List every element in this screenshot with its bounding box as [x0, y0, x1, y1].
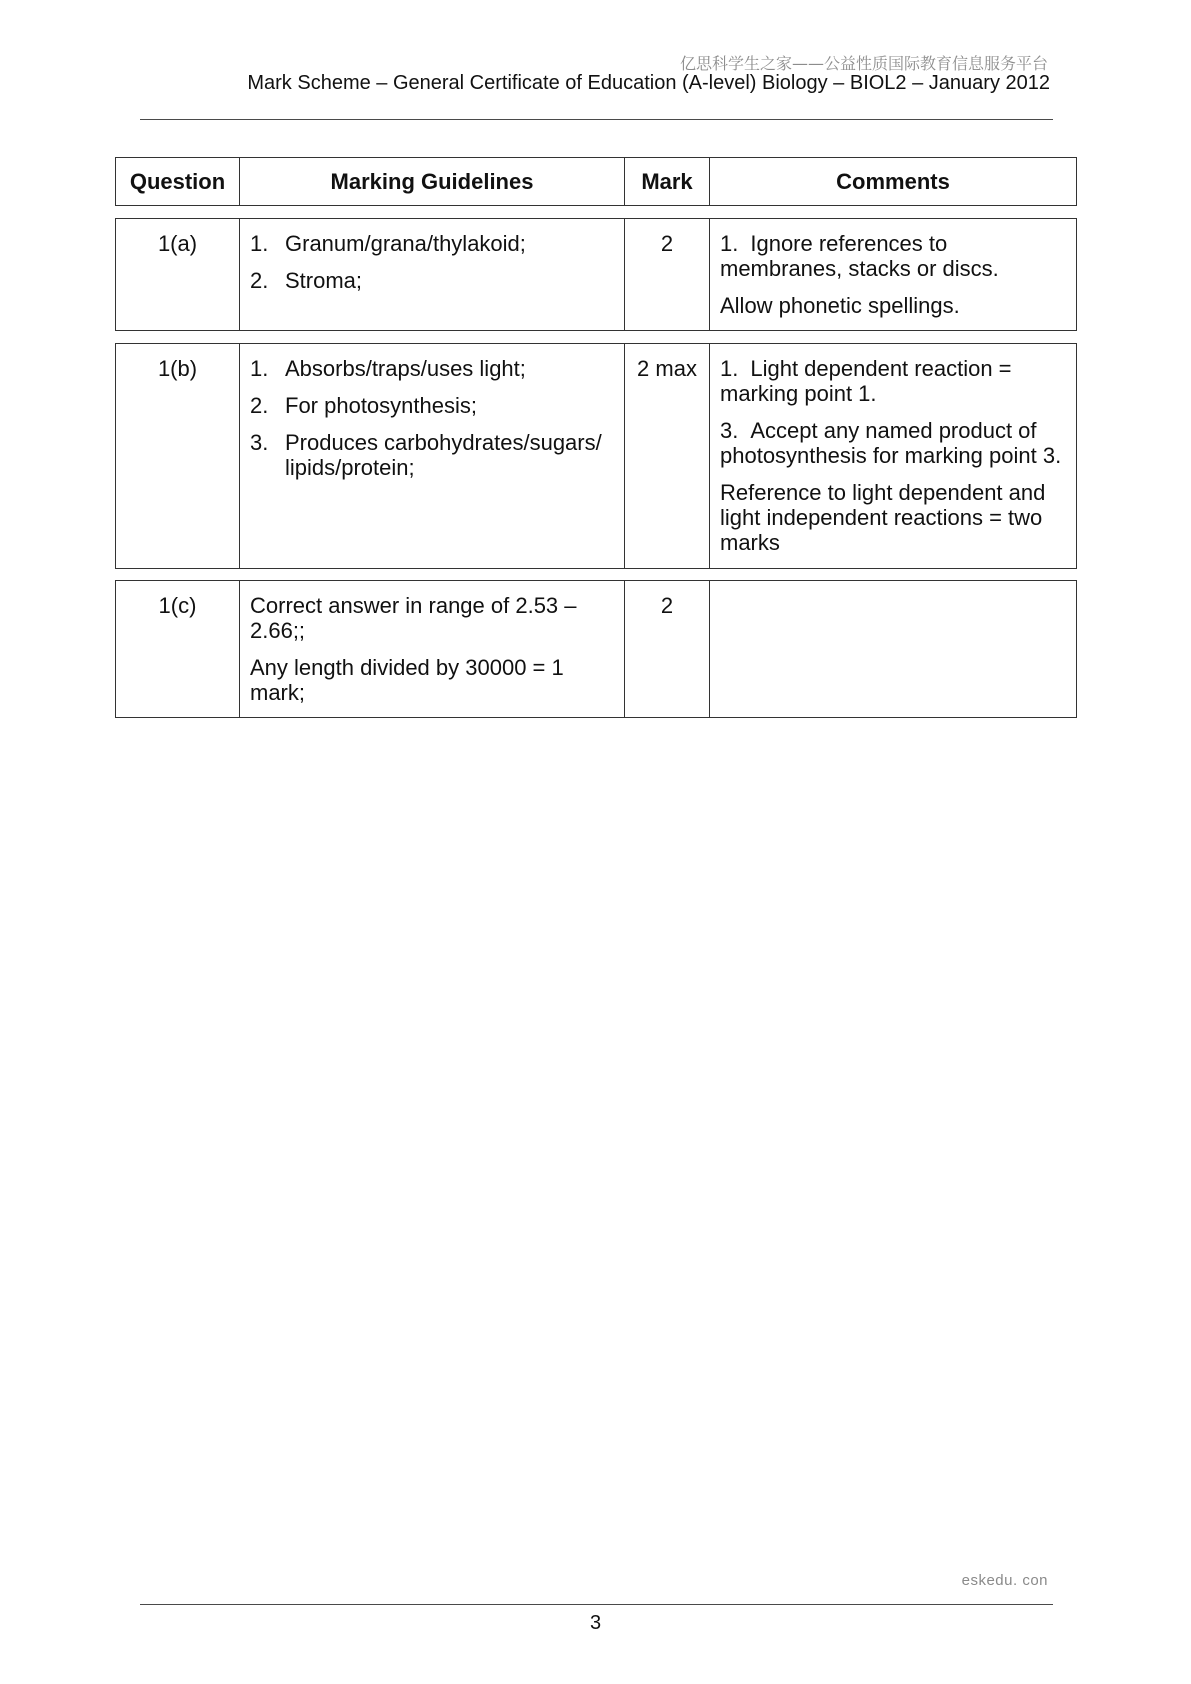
guideline-number: 2. — [250, 393, 269, 418]
guideline-text: Produces carbohydrates/sugars/ lipids/protein; — [285, 430, 602, 480]
comments-cell — [710, 219, 1076, 330]
comment-number: 1. — [720, 356, 739, 381]
guidelines-cell — [240, 581, 625, 717]
column-header-question: Question — [116, 158, 240, 205]
mark-cell: 2 — [625, 219, 710, 330]
comment-paragraph — [720, 293, 1066, 318]
comment-paragraph — [720, 231, 1066, 281]
mark-cell: 2 — [625, 581, 710, 717]
column-header-marking-guidelines: Marking Guidelines — [240, 158, 625, 205]
guideline-number: 2. — [250, 268, 269, 293]
column-header-mark: Mark — [625, 158, 710, 205]
column-header-comments: Comments — [836, 169, 950, 194]
comment-number: 1. — [720, 231, 739, 256]
question-cell: 1(c) — [116, 581, 240, 717]
question-cell: 1(b) — [116, 344, 240, 568]
question-cell: 1(a) — [116, 219, 240, 330]
comment-text: Ignore references to membranes, stacks or discs. — [720, 231, 999, 281]
guideline-number: 1. — [250, 356, 269, 381]
comment-paragraph — [720, 418, 1066, 468]
table-row — [115, 343, 1077, 569]
guideline-item — [250, 356, 614, 381]
comment-number: 3. — [720, 418, 739, 443]
comments-cell — [710, 344, 1076, 568]
footer-watermark: eskedu. con — [961, 1572, 1048, 1589]
guideline-number: 3. — [250, 430, 269, 455]
site-watermark-text: 亿思科学生之家——公益性质国际教育信息服务平台 — [679, 54, 1048, 73]
comment-text: Accept any named product of photosynthesis for marking point 3. — [720, 418, 1062, 468]
guideline-text: For photosynthesis; — [285, 393, 477, 418]
table-row — [115, 218, 1077, 331]
footer-rule — [140, 1604, 1053, 1605]
comment-text: Reference to light dependent and light independent reactions = two marks — [720, 480, 1046, 555]
page-number: 3 — [589, 1612, 602, 1634]
header-rule — [140, 119, 1053, 120]
running-header: Mark Scheme – General Certificate of Education (A-level) Biology – BIOL2 – January 2012 — [247, 72, 1050, 94]
comment-text: Allow phonetic spellings. — [720, 293, 960, 318]
guideline-text: Absorbs/traps/uses light; — [285, 356, 526, 381]
guideline-text: Granum/grana/thylakoid; — [285, 231, 526, 256]
comments-cell — [710, 581, 1076, 717]
comment-paragraph — [720, 356, 1066, 406]
comment-paragraph — [720, 480, 1066, 555]
table-header-row — [115, 157, 1077, 206]
guideline-paragraph: Any length divided by 30000 = 1 mark; — [250, 655, 564, 705]
mark-cell: 2 max — [625, 344, 710, 568]
guideline-item — [250, 268, 614, 293]
table-row — [115, 580, 1077, 718]
guidelines-cell — [240, 344, 625, 568]
guideline-item — [250, 393, 614, 418]
guideline-item — [250, 430, 614, 480]
guideline-paragraph: Correct answer in range of 2.53 – 2.66;; — [250, 593, 577, 643]
guideline-number: 1. — [250, 231, 269, 256]
guidelines-cell — [240, 219, 625, 330]
comment-text: Light dependent reaction = marking point 1. — [720, 356, 1012, 406]
guideline-item — [250, 231, 614, 256]
guideline-text: Stroma; — [285, 268, 363, 293]
